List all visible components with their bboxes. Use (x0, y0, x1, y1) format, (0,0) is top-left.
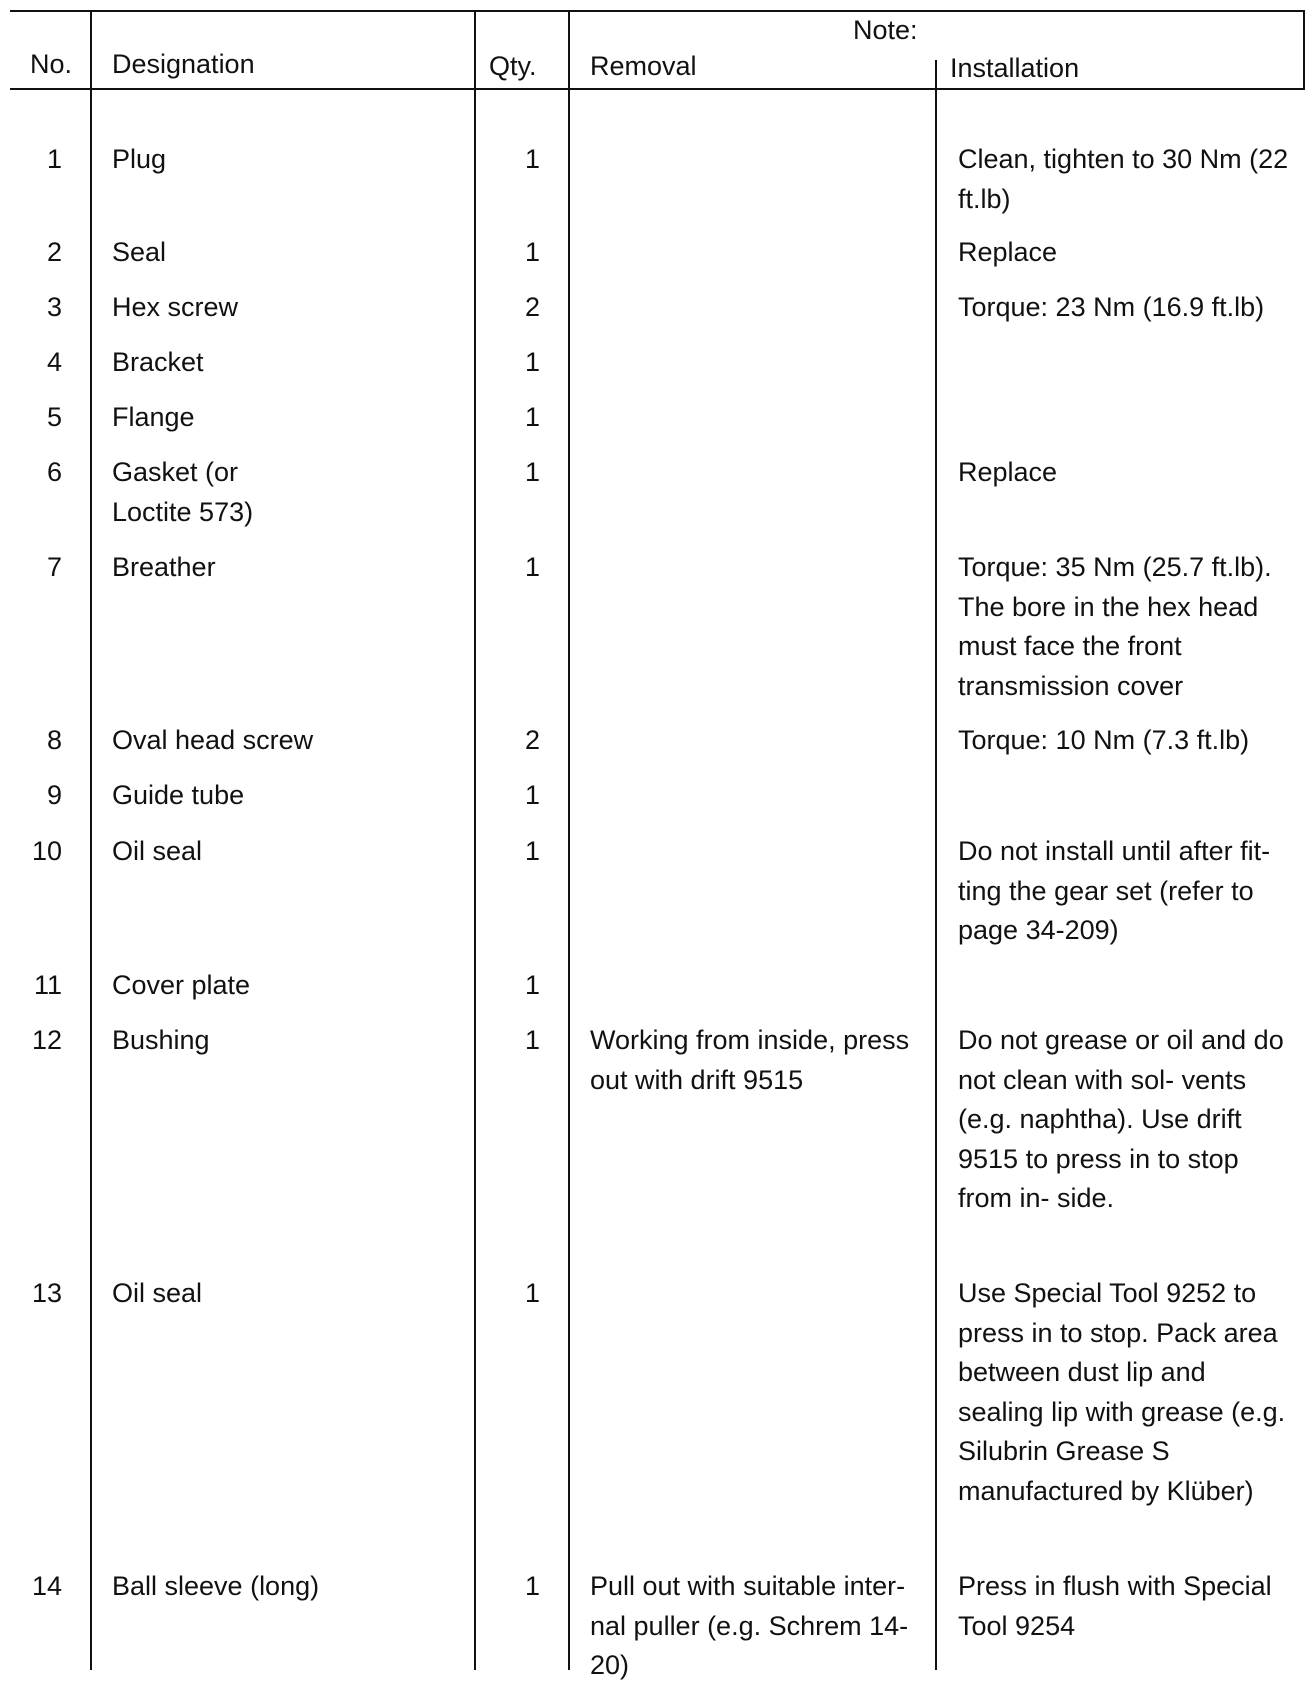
cell-designation: Flange (112, 402, 195, 432)
cell-no: 3 (46, 292, 62, 322)
cell-no: 8 (46, 725, 62, 755)
cell-qty: 1 (524, 1571, 540, 1601)
cell-qty: 1 (524, 237, 540, 267)
cell-designation: Seal (112, 237, 167, 267)
cell-no: 14 (31, 1571, 62, 1601)
cell-no: 13 (31, 1278, 62, 1308)
header-no: No. (30, 49, 73, 79)
cell-installation: Replace (958, 457, 1058, 487)
header-installation: Installation (950, 53, 1080, 83)
cell-installation: Do not install until after fit- ting the gear set (refer to page 34-209) (958, 836, 1271, 945)
cell-installation: Clean, tighten to 30 Nm (22 ft.lb) (958, 144, 1289, 214)
cell-qty: 1 (524, 402, 540, 432)
cell-qty: 1 (524, 1025, 540, 1055)
column-divider-no (90, 12, 92, 1670)
cell-installation: Do not grease or oil and do not clean with sol- vents (e.g. naphtha). Use drift 9515 to press in to stop from in- side. (958, 1025, 1284, 1213)
cell-no: 4 (46, 347, 62, 377)
cell-removal: Pull out with suitable inter- nal puller (e.g. Schrem 14- 20) (590, 1571, 909, 1680)
column-divider-qty (568, 12, 570, 1670)
cell-designation: Bushing (112, 1025, 210, 1055)
cell-installation: Use Special Tool 9252 to press in to stop. Pack area between dust lip and sealing lip with grease (e.g. Silubrin Grease S manufactured by Klüber) (958, 1278, 1286, 1506)
cell-no: 2 (46, 237, 62, 267)
cell-designation: Breather (112, 552, 216, 582)
header-note: Note: (853, 15, 918, 45)
cell-qty: 1 (524, 1278, 540, 1308)
cell-installation: Press in flush with Special Tool 9254 (958, 1571, 1272, 1641)
cell-designation: Hex screw (112, 292, 239, 322)
cell-designation: Guide tube (112, 780, 245, 810)
cell-qty: 2 (524, 725, 540, 755)
cell-no: 5 (46, 402, 62, 432)
cell-qty: 2 (524, 292, 540, 322)
column-divider-removal (935, 60, 937, 1670)
cell-qty: 1 (524, 347, 540, 377)
cell-no: 11 (33, 970, 62, 1000)
cell-installation: Torque: 35 Nm (25.7 ft.lb). The bore in the hex head must face the front transmission cover (958, 552, 1272, 701)
cell-no: 1 (46, 144, 62, 174)
cell-qty: 1 (524, 780, 540, 810)
column-divider-designation (474, 12, 476, 1670)
cell-designation: Bracket (112, 347, 204, 377)
cell-qty: 1 (524, 970, 540, 1000)
cell-no: 9 (46, 780, 62, 810)
cell-designation: Ball sleeve (long) (112, 1571, 320, 1601)
cell-removal: Working from inside, press out with drift 9515 (590, 1025, 910, 1095)
cell-qty: 1 (524, 457, 540, 487)
table-top-rule (10, 10, 1305, 12)
header-designation: Designation (112, 49, 255, 79)
cell-designation: Oil seal (112, 1278, 203, 1308)
cell-no: 7 (46, 552, 62, 582)
cell-no: 6 (46, 457, 62, 487)
cell-installation: Replace (958, 237, 1058, 267)
cell-designation: Plug (112, 144, 167, 174)
header-bottom-rule (10, 88, 1305, 90)
cell-installation: Torque: 10 Nm (7.3 ft.lb) (958, 725, 1250, 755)
cell-qty: 1 (524, 144, 540, 174)
cell-designation: Gasket (or Loctite 573) (112, 457, 254, 527)
cell-qty: 1 (524, 552, 540, 582)
header-qty: Qty. (489, 51, 537, 81)
cell-designation: Cover plate (112, 970, 251, 1000)
cell-no: 12 (31, 1025, 62, 1055)
cell-installation: Torque: 23 Nm (16.9 ft.lb) (958, 292, 1265, 322)
cell-designation: Oval head screw (112, 725, 314, 755)
cell-qty: 1 (524, 836, 540, 866)
cell-no: 10 (31, 836, 62, 866)
cell-designation: Oil seal (112, 836, 203, 866)
table-right-border (1303, 12, 1305, 90)
header-removal: Removal (590, 51, 697, 81)
